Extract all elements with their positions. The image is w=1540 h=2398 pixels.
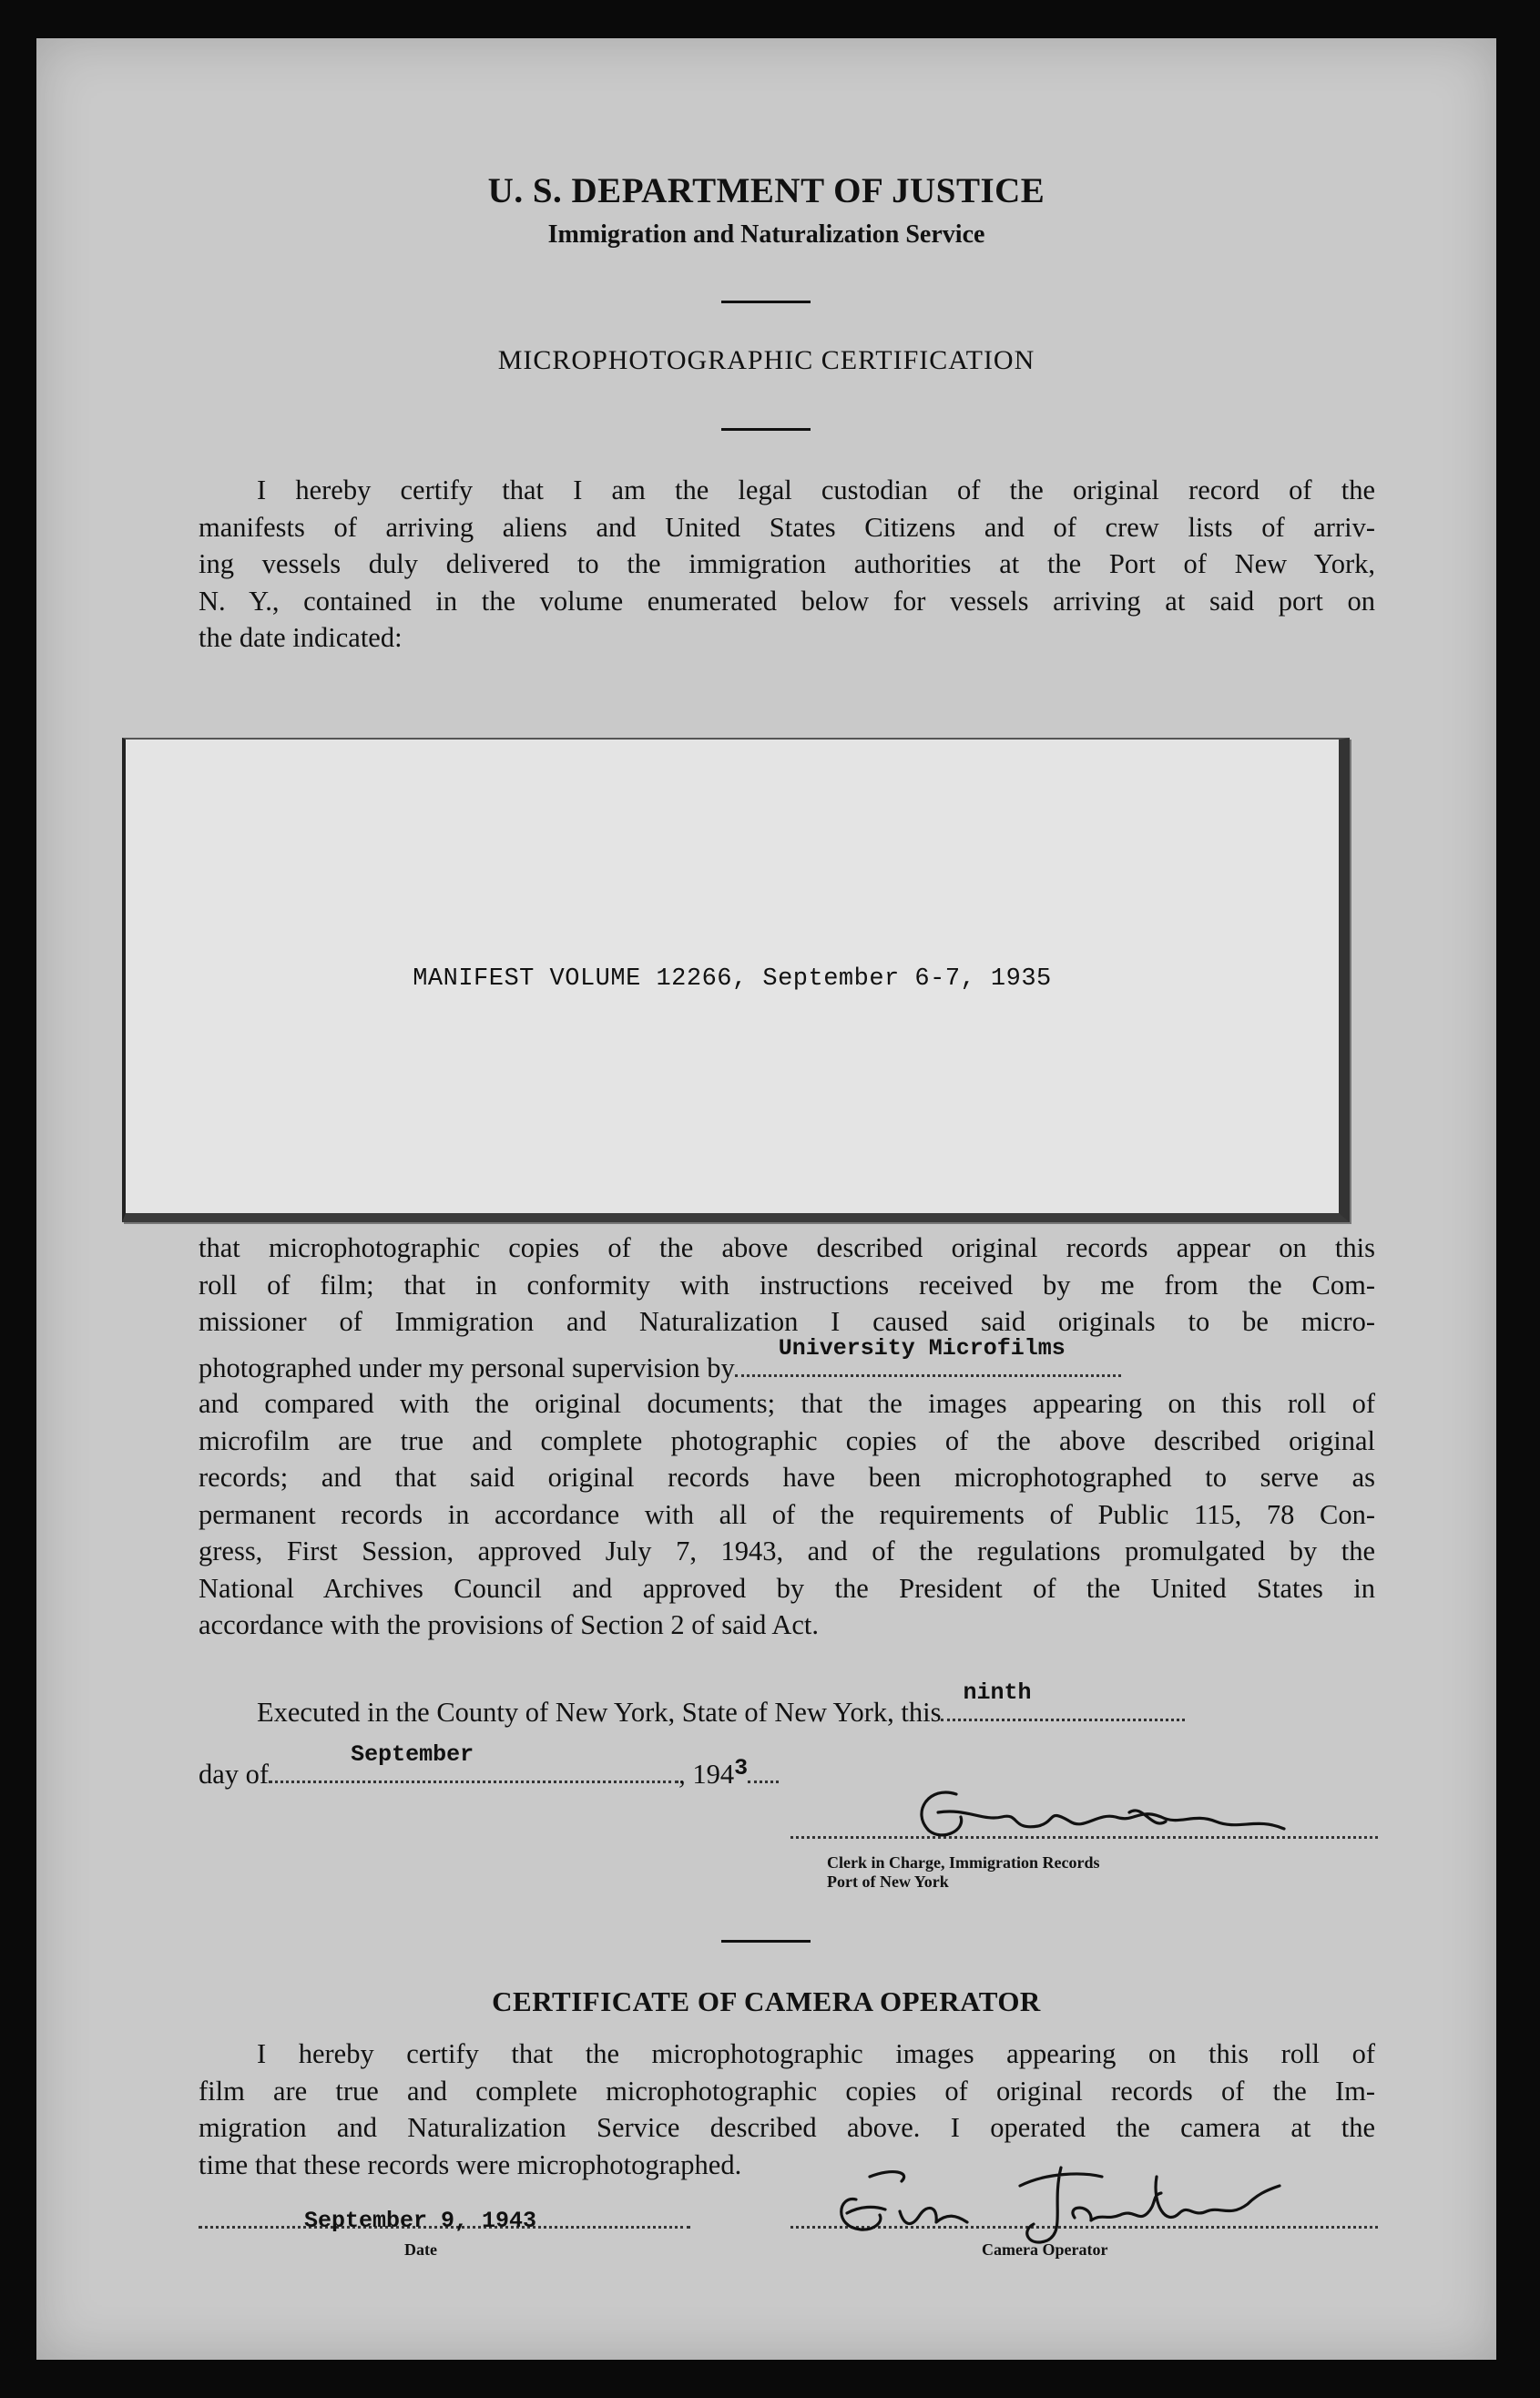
clerk-title-line: Clerk in Charge, Immigration Records	[827, 1853, 1100, 1872]
body-line: that microphotographic copies of the above described original records appear on this	[199, 1232, 1375, 1263]
camera-line: time that these records were microphotographed.	[199, 2148, 742, 2180]
camera-line: I hereby certify that the microphotographic images appearing on this roll of	[257, 2038, 1375, 2069]
year-label: , 194	[678, 1759, 735, 1790]
body-line: missioner of Immigration and Naturalization I caused said originals to be micro-	[199, 1306, 1375, 1337]
body-line: gress, First Session, approved July 7, 1943, and of the regulations promulgated by the	[199, 1536, 1375, 1566]
body-line: National Archives Council and approved by the President of the United States in	[199, 1572, 1375, 1604]
camera-line: migration and Naturalization Service described above. I operated the camera at the	[199, 2112, 1375, 2143]
day-field	[941, 1679, 1185, 1721]
date-label: Date	[404, 2240, 437, 2259]
day-value: ninth	[963, 1679, 1032, 1706]
operator-label: Camera Operator	[982, 2240, 1108, 2259]
department-heading: U. S. DEPARTMENT OF JUSTICE	[487, 171, 1045, 210]
intro-line: manifests of arriving aliens and United States Citizens and of crew lists of arriv-	[199, 511, 1375, 543]
supervision-line	[199, 1335, 1375, 1387]
executed-prefix: Executed in the County of New York, State of New York, this	[257, 1697, 942, 1728]
executed-line	[257, 1679, 1375, 1731]
date-value: September 9, 1943	[304, 2208, 537, 2234]
intro-line: ing vessels duly delivered to the immigration authorities at the Port of New York,	[199, 548, 1375, 579]
manifest-volume-text: MANIFEST VOLUME 12266, September 6-7, 1935	[413, 965, 1052, 993]
body-line: records; and that said original records have been microphotographed to serve as	[199, 1462, 1375, 1493]
month-value: September	[351, 1741, 474, 1768]
intro-line: I hereby certify that I am the legal custodian of the original record of the	[257, 474, 1375, 505]
certification-title: MICROPHOTOGRAPHIC CERTIFICATION	[497, 345, 1035, 375]
year-dots	[748, 1757, 779, 1783]
clerk-title	[827, 1853, 1282, 1892]
intro-line: N. Y., contained in the volume enumerated below for vessels arriving at said port on	[199, 585, 1375, 617]
camera-certificate-title: CERTIFICATE OF CAMERA OPERATOR	[492, 1985, 1041, 2017]
body-paragraph	[199, 1230, 1375, 1341]
month-field	[269, 1741, 678, 1783]
body-paragraph-continued	[199, 1385, 1375, 1644]
intro-line: the date indicated:	[199, 622, 403, 653]
operator-signature	[820, 2149, 1293, 2250]
body-line: accordance with the provisions of Section 2 of said Act.	[199, 1609, 819, 1640]
clerk-title-line: Port of New York	[827, 1872, 949, 1891]
service-subheading: Immigration and Naturalization Service	[547, 220, 985, 249]
clerk-signature	[902, 1776, 1321, 1849]
supervision-prefix: photographed under my personal supervision by	[199, 1352, 735, 1383]
section-divider	[721, 1940, 811, 1943]
camera-line: film are true and complete microphotographic copies of original records of the Im-	[199, 2075, 1375, 2107]
manifest-card	[122, 738, 1350, 1222]
day-of-label: day of	[199, 1759, 270, 1790]
day-of-line	[199, 1741, 836, 1797]
body-line: microfilm are true and complete photographic copies of the above described original	[199, 1424, 1375, 1456]
document-page	[36, 38, 1496, 2360]
title-divider	[721, 428, 811, 431]
header-divider	[721, 301, 811, 303]
body-line: and compared with the original documents; that the images appearing on this roll of	[199, 1388, 1375, 1419]
supervision-field	[735, 1335, 1121, 1377]
intro-paragraph	[199, 472, 1375, 657]
body-line: roll of film; that in conformity with instructions received by me from the Com-	[199, 1269, 1375, 1301]
body-line: permanent records in accordance with all of the requirements of Public 115, 78 Con-	[199, 1498, 1375, 1530]
supervision-value: University Microfilms	[778, 1335, 1066, 1362]
year-digit: 3	[734, 1755, 749, 1781]
